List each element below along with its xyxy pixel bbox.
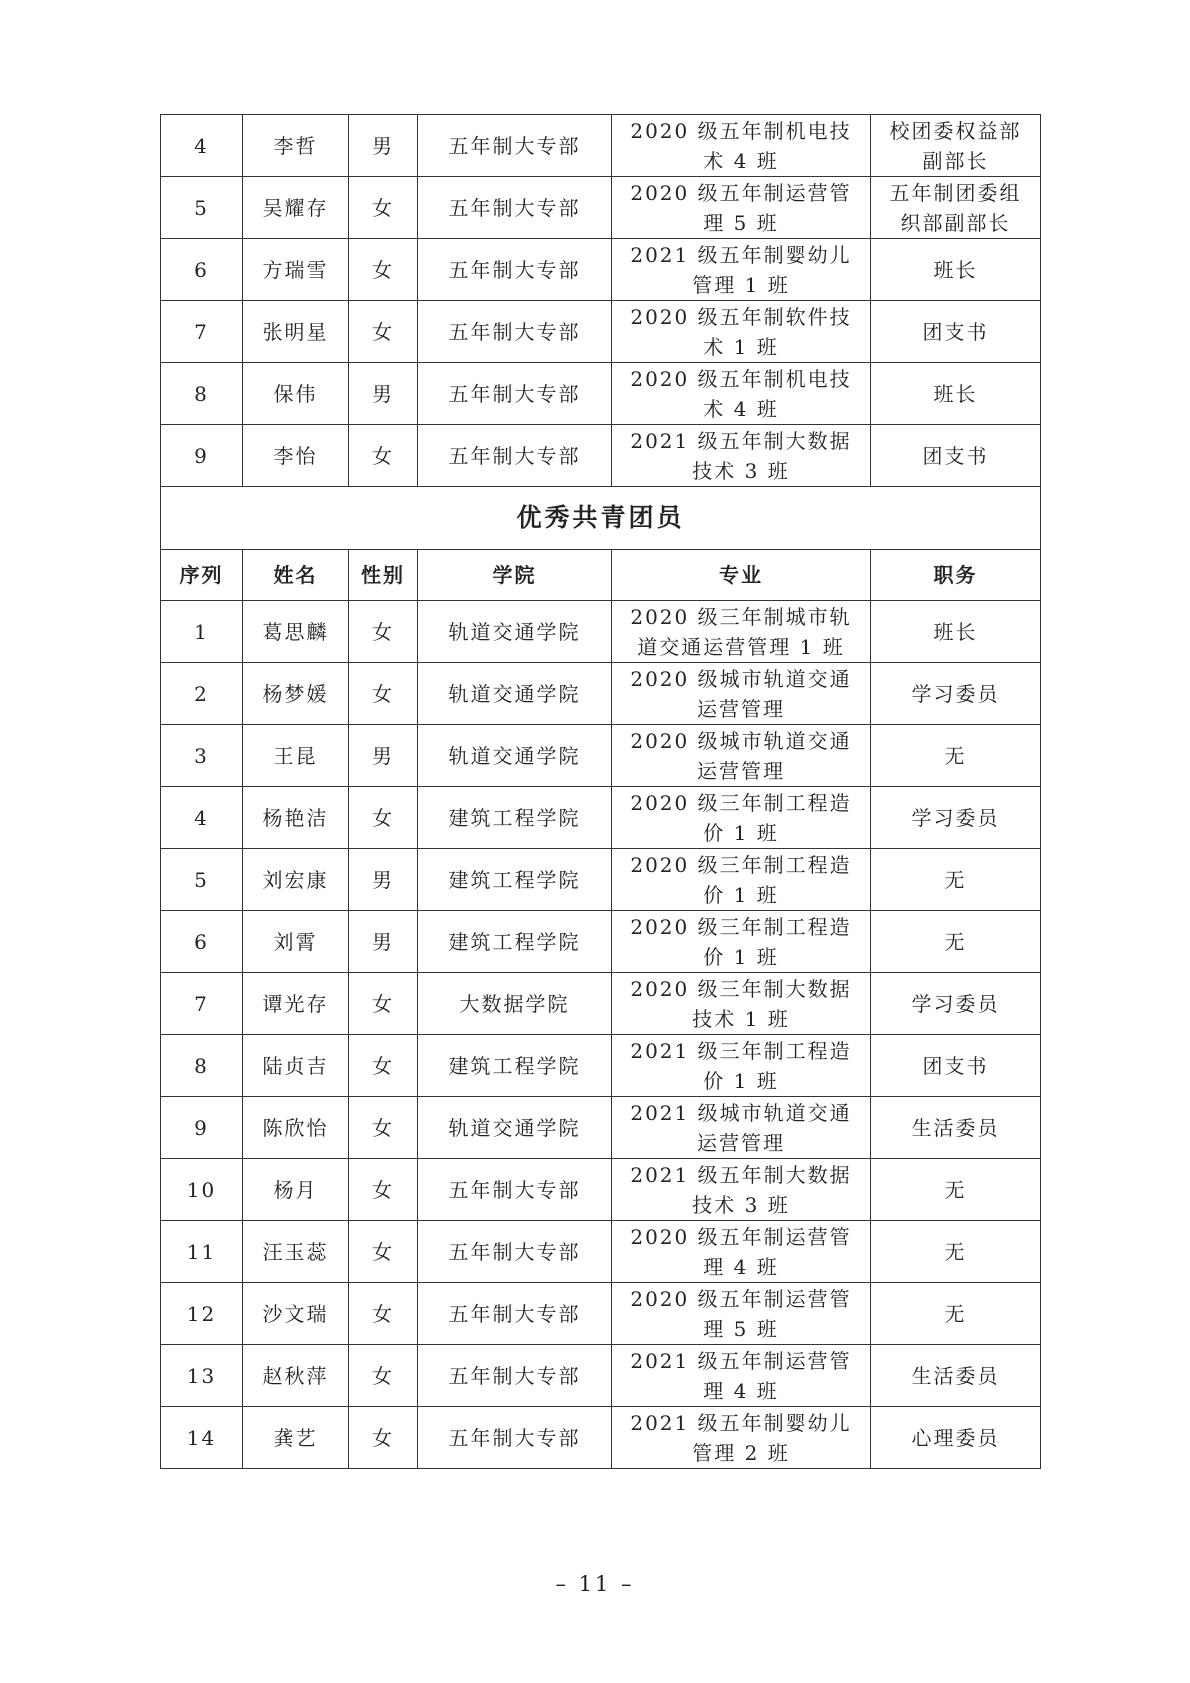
cell-name: 谭光存 [243,973,349,1035]
cell-no: 7 [161,301,243,363]
table-row [161,1035,1041,1097]
cell-gender: 女 [349,425,418,487]
cell-name: 张明星 [243,301,349,363]
cell-college: 五年制大专部 [418,425,612,487]
cell-major: 2020 级五年制软件技术 1 班 [612,301,871,363]
cell-name: 吴耀存 [243,177,349,239]
cell-college: 轨道交通学院 [418,601,612,663]
cell-gender: 男 [349,911,418,973]
cell-no: 9 [161,1097,243,1159]
table-row [161,1097,1041,1159]
cell-name: 王昆 [243,725,349,787]
cell-major: 2021 级五年制婴幼儿管理 2 班 [612,1407,871,1469]
cell-major: 2020 级五年制运营管理 5 班 [612,1283,871,1345]
table-row [161,425,1041,487]
cell-major: 2021 级三年制工程造价 1 班 [612,1035,871,1097]
cell-no: 12 [161,1283,243,1345]
column-header: 学院 [418,550,612,601]
cell-college: 轨道交通学院 [418,663,612,725]
cell-no: 6 [161,239,243,301]
cell-college: 五年制大专部 [418,1345,612,1407]
table-row [161,239,1041,301]
cell-no: 9 [161,425,243,487]
table-row [161,301,1041,363]
cell-position: 学习委员 [871,787,1041,849]
cell-position: 团支书 [871,301,1041,363]
cell-major: 2020 级三年制工程造价 1 班 [612,849,871,911]
cell-no: 2 [161,663,243,725]
section-title: 优秀共青团员 [161,487,1041,550]
cell-gender: 女 [349,301,418,363]
cell-college: 五年制大专部 [418,1159,612,1221]
cell-position: 生活委员 [871,1097,1041,1159]
cell-position: 生活委员 [871,1345,1041,1407]
table-row [161,787,1041,849]
cell-name: 李哲 [243,115,349,177]
cell-position: 无 [871,725,1041,787]
cell-college: 建筑工程学院 [418,849,612,911]
roster-table [160,114,1041,1469]
cell-position: 无 [871,1283,1041,1345]
cell-major: 2020 级城市轨道交通运营管理 [612,663,871,725]
cell-position: 五年制团委组织部副部长 [871,177,1041,239]
cell-no: 7 [161,973,243,1035]
cell-gender: 女 [349,1035,418,1097]
cell-gender: 女 [349,1097,418,1159]
column-header: 专业 [612,550,871,601]
cell-no: 14 [161,1407,243,1469]
cell-college: 轨道交通学院 [418,1097,612,1159]
column-header: 职务 [871,550,1041,601]
cell-position: 学习委员 [871,663,1041,725]
cell-college: 建筑工程学院 [418,1035,612,1097]
cell-gender: 女 [349,973,418,1035]
cell-major: 2020 级三年制工程造价 1 班 [612,911,871,973]
cell-major: 2020 级五年制运营管理 5 班 [612,177,871,239]
table-row [161,601,1041,663]
cell-gender: 女 [349,1283,418,1345]
cell-college: 建筑工程学院 [418,911,612,973]
cell-major: 2020 级五年制运营管理 4 班 [612,1221,871,1283]
cell-college: 五年制大专部 [418,1283,612,1345]
table-row [161,115,1041,177]
cell-gender: 男 [349,115,418,177]
cell-position: 班长 [871,601,1041,663]
cell-no: 5 [161,177,243,239]
table-row [161,1159,1041,1221]
table-row [161,849,1041,911]
cell-name: 杨梦媛 [243,663,349,725]
cell-gender: 女 [349,787,418,849]
cell-position: 校团委权益部副部长 [871,115,1041,177]
cell-gender: 男 [349,725,418,787]
cell-name: 汪玉蕊 [243,1221,349,1283]
cell-no: 10 [161,1159,243,1221]
table-row [161,1221,1041,1283]
cell-college: 大数据学院 [418,973,612,1035]
cell-major: 2021 级五年制运营管理 4 班 [612,1345,871,1407]
page-number: – 11 – [555,1572,635,1596]
cell-name: 陆贞吉 [243,1035,349,1097]
cell-name: 赵秋萍 [243,1345,349,1407]
table-row [161,663,1041,725]
cell-position: 无 [871,911,1041,973]
cell-name: 李怡 [243,425,349,487]
cell-college: 五年制大专部 [418,301,612,363]
cell-name: 刘宏康 [243,849,349,911]
cell-gender: 女 [349,239,418,301]
cell-college: 五年制大专部 [418,239,612,301]
cell-major: 2021 级五年制大数据技术 3 班 [612,425,871,487]
table-row [161,363,1041,425]
cell-major: 2020 级三年制大数据技术 1 班 [612,973,871,1035]
cell-gender: 女 [349,1221,418,1283]
table-row [161,177,1041,239]
cell-major: 2020 级五年制机电技术 4 班 [612,363,871,425]
cell-no: 11 [161,1221,243,1283]
cell-gender: 女 [349,601,418,663]
column-header: 姓名 [243,550,349,601]
cell-college: 轨道交通学院 [418,725,612,787]
cell-no: 13 [161,1345,243,1407]
cell-gender: 女 [349,1407,418,1469]
cell-no: 8 [161,1035,243,1097]
table-row [161,1407,1041,1469]
cell-college: 建筑工程学院 [418,787,612,849]
cell-gender: 女 [349,663,418,725]
cell-major: 2021 级五年制大数据技术 3 班 [612,1159,871,1221]
cell-no: 3 [161,725,243,787]
cell-gender: 男 [349,849,418,911]
cell-name: 沙文瑞 [243,1283,349,1345]
cell-no: 8 [161,363,243,425]
cell-name: 刘霄 [243,911,349,973]
cell-name: 龚艺 [243,1407,349,1469]
cell-position: 班长 [871,363,1041,425]
cell-college: 五年制大专部 [418,363,612,425]
cell-major: 2020 级三年制城市轨道交通运营管理 1 班 [612,601,871,663]
cell-no: 4 [161,787,243,849]
table-row [161,1345,1041,1407]
cell-position: 团支书 [871,1035,1041,1097]
column-header: 性别 [349,550,418,601]
cell-position: 学习委员 [871,973,1041,1035]
cell-no: 4 [161,115,243,177]
cell-name: 葛思麟 [243,601,349,663]
cell-college: 五年制大专部 [418,1407,612,1469]
section-title-row [161,487,1041,550]
cell-position: 无 [871,849,1041,911]
cell-position: 团支书 [871,425,1041,487]
header-row [161,550,1041,601]
column-header: 序列 [161,550,243,601]
cell-gender: 女 [349,177,418,239]
cell-no: 5 [161,849,243,911]
cell-college: 五年制大专部 [418,1221,612,1283]
table-row [161,725,1041,787]
cell-major: 2020 级三年制工程造价 1 班 [612,787,871,849]
cell-college: 五年制大专部 [418,115,612,177]
cell-position: 班长 [871,239,1041,301]
table-row [161,973,1041,1035]
cell-gender: 女 [349,1345,418,1407]
cell-major: 2021 级城市轨道交通运营管理 [612,1097,871,1159]
cell-position: 无 [871,1221,1041,1283]
cell-major: 2020 级五年制机电技术 4 班 [612,115,871,177]
cell-gender: 男 [349,363,418,425]
cell-no: 1 [161,601,243,663]
cell-name: 杨月 [243,1159,349,1221]
cell-major: 2021 级五年制婴幼儿管理 1 班 [612,239,871,301]
cell-name: 方瑞雪 [243,239,349,301]
cell-no: 6 [161,911,243,973]
cell-college: 五年制大专部 [418,177,612,239]
table-row [161,911,1041,973]
cell-major: 2020 级城市轨道交通运营管理 [612,725,871,787]
cell-name: 陈欣怡 [243,1097,349,1159]
cell-name: 保伟 [243,363,349,425]
cell-position: 心理委员 [871,1407,1041,1469]
cell-name: 杨艳洁 [243,787,349,849]
table-row [161,1283,1041,1345]
cell-gender: 女 [349,1159,418,1221]
cell-position: 无 [871,1159,1041,1221]
